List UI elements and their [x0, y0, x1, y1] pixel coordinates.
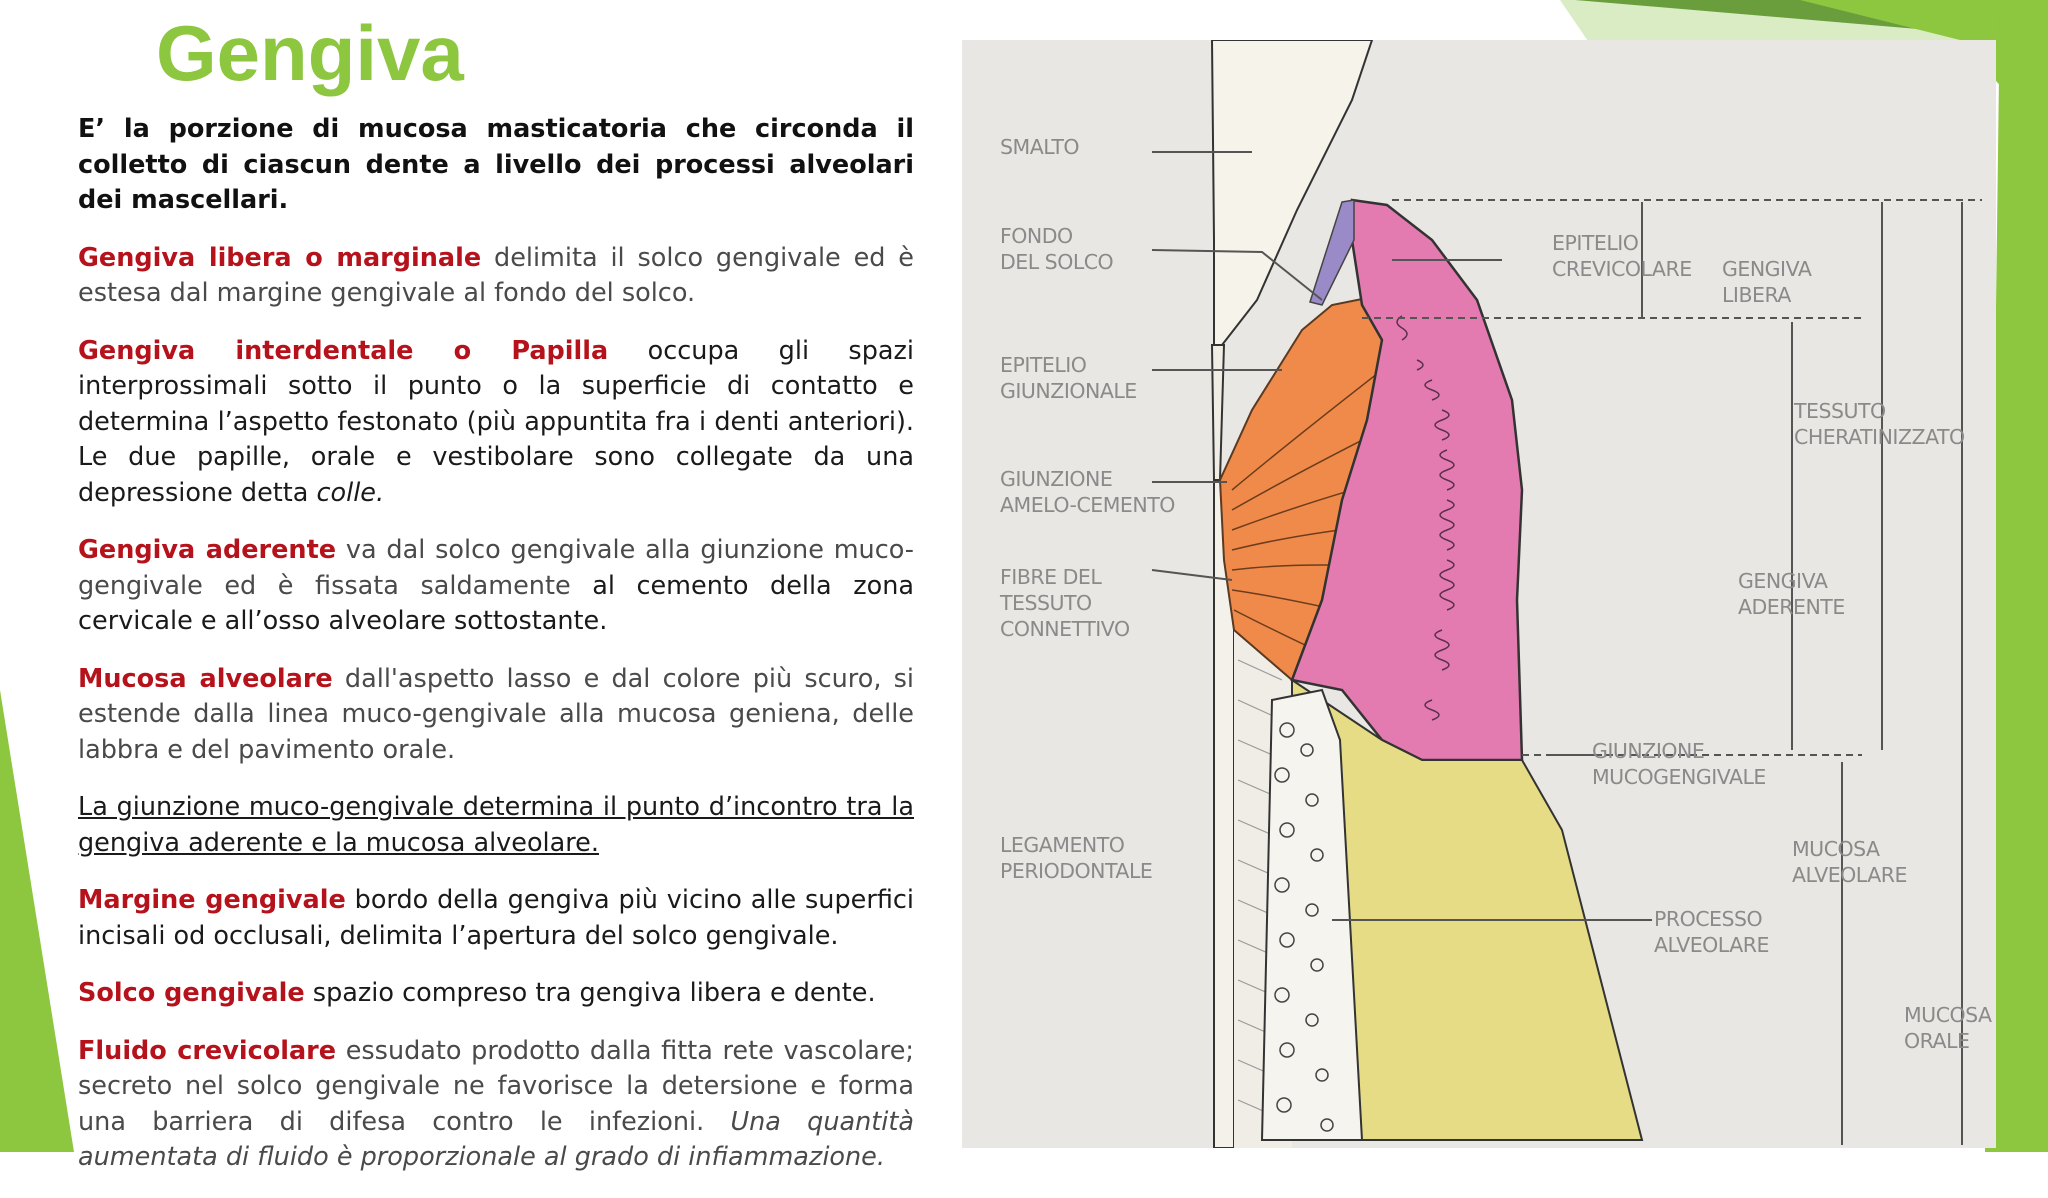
- label-epitelio-g-1: EPITELIO: [1000, 353, 1087, 377]
- paragraph-fluido: [78, 1034, 914, 1176]
- text-column: [78, 112, 914, 1198]
- label-mucog-2: MUCOGENGIVALE: [1592, 765, 1766, 789]
- paragraph-gengiva-libera: [78, 241, 914, 312]
- label-tessuto-1: TESSUTO: [1794, 399, 1886, 423]
- paragraph-solco: [78, 976, 914, 1012]
- label-libera-2: LIBERA: [1722, 283, 1791, 307]
- text-papilla: occupa gli spazi interprossimali sotto il punto o la superficie di contatto e determina l’aspetto festonato (più appuntita fra i denti anteriori). Le due papille, orale e vestibolare sono collegate da una depressione detta: [78, 335, 915, 508]
- label-epitelio-c-1: EPITELIO: [1552, 231, 1639, 255]
- term-gengiva-aderente: Gengiva aderente: [78, 535, 337, 565]
- paragraph-mucosa-alveolare: [78, 662, 914, 769]
- label-giunzione-ac-1: GIUNZIONE: [1000, 467, 1113, 491]
- label-libera-1: GENGIVA: [1722, 257, 1812, 281]
- label-legamento-2: PERIODONTALE: [1000, 859, 1153, 883]
- paragraph-gengiva-aderente: [78, 533, 914, 640]
- text-giunzione-underlined: La giunzione muco-gengivale determina il punto d’incontro tra la gengiva aderente e la mucosa alveolare.: [78, 792, 914, 858]
- label-legamento-1: LEGAMENTO: [1000, 833, 1125, 857]
- label-epitelio-c-2: CREVICOLARE: [1552, 257, 1692, 281]
- slide-title: Gengiva: [156, 9, 464, 97]
- intro-text: E’ la porzione di mucosa masticatoria che circonda il colletto di ciascun dente a livello dei processi alveolari dei mascellari.: [78, 114, 914, 215]
- term-papilla: Gengiva interdentale o Papilla: [78, 335, 609, 366]
- label-mucosa-alv-2: ALVEOLARE: [1792, 863, 1907, 887]
- term-mucosa-alveolare: Mucosa alveolare: [78, 663, 333, 694]
- label-aderente-1: GENGIVA: [1738, 569, 1828, 593]
- text-gengiva-aderente-b: al cemento della zona cervicale e all’osso alveolare sottostante.: [78, 570, 914, 636]
- text-fluido: essudato prodotto dalla fitta rete vascolare; secreto nel solco gengivale ne favorisce la detersione e forma una barriera di difesa contro le infezioni.: [78, 1035, 914, 1137]
- paragraph-giunzione: [78, 790, 914, 861]
- intro-paragraph: [78, 112, 914, 219]
- label-mucosa-or-1: MUCOSA: [1904, 1003, 1992, 1027]
- label-mucosa-alv-1: MUCOSA: [1792, 837, 1880, 861]
- label-fondo-1: FONDO: [1000, 224, 1073, 248]
- text-margine: bordo della gengiva più vicino alle superfici incisali od occlusali, delimita l’apertura del solco gengivale.: [78, 885, 914, 951]
- label-fibre-2: TESSUTO: [1000, 591, 1092, 615]
- label-processo-1: PROCESSO: [1654, 907, 1763, 931]
- label-epitelio-g-2: GIUNZIONALE: [1000, 379, 1137, 403]
- text-gengiva-aderente-a: va dal solco gengivale alla giunzione muco-gengivale ed è fissata saldamente: [78, 535, 914, 601]
- gingiva-anatomy-illustration: [962, 40, 1996, 1148]
- label-fondo-2: DEL SOLCO: [1000, 250, 1114, 274]
- label-mucosa-or-2: ORALE: [1904, 1029, 1970, 1053]
- term-fluido: Fluido crevicolare: [78, 1035, 337, 1066]
- term-solco: Solco gengivale: [78, 978, 305, 1008]
- text-fluido-italic: Una quantità aumentata di fluido è proporzionale al grado di infiammazione.: [78, 1106, 914, 1172]
- paragraph-margine: [78, 883, 914, 954]
- paragraph-papilla: [78, 334, 914, 512]
- text-gengiva-libera: delimita il solco gengivale ed è estesa dal margine gengivale al fondo del solco.: [78, 242, 914, 308]
- label-processo-2: ALVEOLARE: [1654, 933, 1769, 957]
- label-smalto: SMALTO: [1000, 135, 1079, 159]
- label-tessuto-2: CHERATINIZZATO: [1794, 425, 1965, 449]
- text-solco: spazio compreso tra gengiva libera e dente.: [304, 978, 876, 1008]
- label-fibre-1: FIBRE DEL: [1000, 565, 1102, 589]
- label-aderente-2: ADERENTE: [1738, 595, 1845, 619]
- term-gengiva-libera: Gengiva libera o marginale: [78, 242, 482, 273]
- text-mucosa-alveolare: dall'aspetto lasso e dal colore più scuro, si estende dalla linea muco-gengivale alla mucosa geniena, delle labbra e del pavimento orale.: [78, 663, 914, 765]
- label-giunzione-ac-2: AMELO-CEMENTO: [1000, 493, 1175, 517]
- term-margine: Margine gengivale: [78, 885, 346, 915]
- text-papilla-italic: colle.: [316, 477, 385, 508]
- label-fibre-3: CONNETTIVO: [1000, 617, 1130, 641]
- label-mucog-1: GIUNZIONE: [1592, 739, 1705, 763]
